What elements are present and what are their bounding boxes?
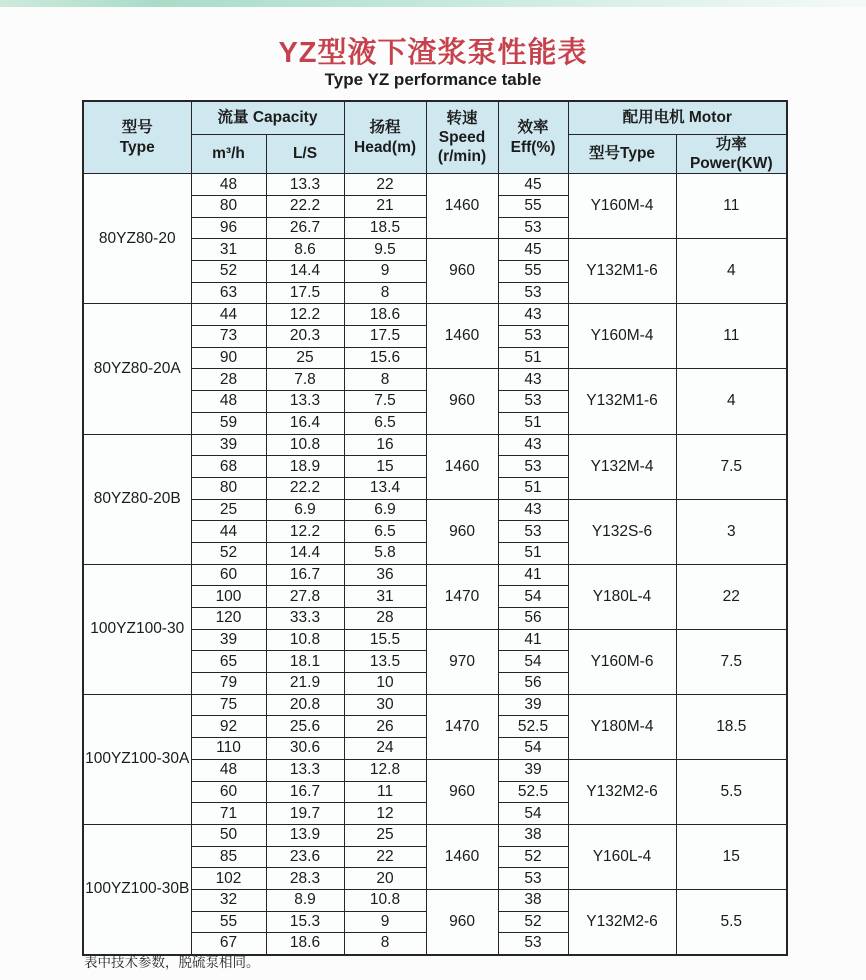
cell-speed: 960 (426, 889, 498, 954)
cell-head: 17.5 (344, 326, 426, 348)
cell-head: 8 (344, 369, 426, 391)
header-capacity: 流量 Capacity (191, 101, 344, 134)
cell-capacity-ls: 20.8 (266, 694, 344, 716)
cell-capacity-m3h: 80 (191, 477, 266, 499)
cell-capacity-m3h: 50 (191, 824, 266, 846)
header-motor: 配用电机 Motor (568, 101, 787, 134)
header-eff (498, 101, 568, 174)
cell-eff: 45 (498, 174, 568, 196)
header-motor-type: 型号Type (568, 134, 676, 174)
cell-capacity-ls: 16.4 (266, 412, 344, 434)
cell-eff: 51 (498, 542, 568, 564)
cell-head: 9 (344, 911, 426, 933)
cell-head: 6.5 (344, 412, 426, 434)
cell-eff: 51 (498, 477, 568, 499)
cell-eff: 41 (498, 564, 568, 586)
cell-capacity-ls: 33.3 (266, 608, 344, 630)
table-row (83, 694, 787, 716)
cell-speed: 960 (426, 499, 498, 564)
header-speed-zh: 转速 (446, 109, 478, 127)
cell-head: 18.6 (344, 304, 426, 326)
cell-eff: 56 (498, 608, 568, 630)
cell-eff: 53 (498, 391, 568, 413)
cell-model: 100YZ100-30B (83, 824, 191, 954)
cell-model: 100YZ100-30 (83, 564, 191, 694)
header-capacity-m3h: m³/h (191, 134, 266, 174)
header-model-en: Type (119, 138, 155, 156)
table-row (83, 564, 787, 586)
top-accent-stripe (0, 0, 866, 7)
cell-eff: 53 (498, 521, 568, 543)
cell-eff: 55 (498, 261, 568, 283)
cell-eff: 52 (498, 846, 568, 868)
cell-capacity-ls: 8.6 (266, 239, 344, 261)
cell-speed: 960 (426, 369, 498, 434)
cell-motor-type: Y160M-4 (568, 174, 676, 239)
cell-capacity-m3h: 44 (191, 304, 266, 326)
cell-head: 28 (344, 608, 426, 630)
header-eff-en: Eff(%) (510, 138, 556, 156)
cell-motor-type: Y180M-4 (568, 694, 676, 759)
cell-eff: 43 (498, 304, 568, 326)
cell-capacity-m3h: 90 (191, 347, 266, 369)
cell-motor-type: Y132M2-6 (568, 889, 676, 954)
cell-capacity-ls: 22.2 (266, 195, 344, 217)
header-head-en: Head(m) (354, 138, 417, 156)
cell-eff: 52.5 (498, 781, 568, 803)
cell-head: 10.8 (344, 889, 426, 911)
cell-capacity-m3h: 110 (191, 738, 266, 760)
cell-motor-power: 5.5 (676, 889, 787, 954)
cell-model: 80YZ80-20 (83, 174, 191, 304)
cell-capacity-m3h: 52 (191, 261, 266, 283)
cell-capacity-m3h: 60 (191, 781, 266, 803)
cell-head: 26 (344, 716, 426, 738)
cell-head: 10 (344, 673, 426, 695)
cell-capacity-m3h: 102 (191, 868, 266, 890)
cell-head: 12 (344, 803, 426, 825)
cell-head: 13.5 (344, 651, 426, 673)
cell-capacity-m3h: 92 (191, 716, 266, 738)
cell-motor-power: 11 (676, 174, 787, 239)
cell-head: 24 (344, 738, 426, 760)
cell-eff: 52 (498, 911, 568, 933)
header-capacity-ls: L/S (266, 134, 344, 174)
cell-speed: 1460 (426, 824, 498, 889)
cell-capacity-m3h: 85 (191, 846, 266, 868)
cell-capacity-m3h: 71 (191, 803, 266, 825)
footnote: 表中技术参数，脱硫泵相同。 (84, 955, 260, 970)
cell-head: 15 (344, 456, 426, 478)
cell-eff: 39 (498, 759, 568, 781)
cell-motor-type: Y180L-4 (568, 564, 676, 629)
cell-eff: 38 (498, 889, 568, 911)
cell-head: 25 (344, 824, 426, 846)
page-title: YZ型液下渣浆泵性能表 (278, 37, 588, 69)
cell-capacity-ls: 23.6 (266, 846, 344, 868)
cell-capacity-ls: 13.3 (266, 759, 344, 781)
cell-head: 5.8 (344, 542, 426, 564)
cell-capacity-m3h: 73 (191, 326, 266, 348)
cell-capacity-ls: 10.8 (266, 434, 344, 456)
cell-capacity-m3h: 79 (191, 673, 266, 695)
cell-motor-power: 7.5 (676, 434, 787, 499)
cell-motor-power: 4 (676, 239, 787, 304)
cell-eff: 55 (498, 195, 568, 217)
cell-capacity-m3h: 39 (191, 629, 266, 651)
cell-eff: 45 (498, 239, 568, 261)
cell-eff: 39 (498, 694, 568, 716)
cell-eff: 43 (498, 369, 568, 391)
cell-head: 8 (344, 282, 426, 304)
cell-eff: 52.5 (498, 716, 568, 738)
cell-capacity-m3h: 67 (191, 933, 266, 955)
cell-eff: 51 (498, 347, 568, 369)
header-eff-zh: 效率 (517, 119, 549, 137)
cell-motor-power: 15 (676, 824, 787, 889)
cell-speed: 970 (426, 629, 498, 694)
cell-model: 80YZ80-20A (83, 304, 191, 434)
cell-speed: 960 (426, 759, 498, 824)
header-head-zh: 扬程 (369, 119, 401, 137)
cell-capacity-m3h: 63 (191, 282, 266, 304)
cell-head: 20 (344, 868, 426, 890)
cell-speed: 960 (426, 239, 498, 304)
cell-capacity-m3h: 32 (191, 889, 266, 911)
cell-head: 15.6 (344, 347, 426, 369)
cell-motor-type: Y160M-6 (568, 629, 676, 694)
cell-capacity-ls: 12.2 (266, 304, 344, 326)
header-speed (426, 101, 498, 174)
cell-motor-power: 5.5 (676, 759, 787, 824)
cell-motor-type: Y132S-6 (568, 499, 676, 564)
cell-speed: 1460 (426, 304, 498, 369)
cell-capacity-m3h: 60 (191, 564, 266, 586)
cell-capacity-m3h: 80 (191, 195, 266, 217)
cell-capacity-m3h: 75 (191, 694, 266, 716)
cell-motor-type: Y132M2-6 (568, 759, 676, 824)
cell-model: 80YZ80-20B (83, 434, 191, 564)
cell-capacity-m3h: 100 (191, 586, 266, 608)
table-row (83, 174, 787, 196)
cell-capacity-ls: 13.3 (266, 391, 344, 413)
cell-head: 31 (344, 586, 426, 608)
cell-capacity-m3h: 44 (191, 521, 266, 543)
cell-capacity-ls: 17.5 (266, 282, 344, 304)
cell-capacity-ls: 7.8 (266, 369, 344, 391)
cell-head: 6.5 (344, 521, 426, 543)
performance-table (82, 100, 788, 956)
cell-motor-type: Y132M-4 (568, 434, 676, 499)
cell-capacity-ls: 14.4 (266, 261, 344, 283)
header-speed-en: Speed (438, 128, 486, 146)
cell-capacity-m3h: 48 (191, 391, 266, 413)
cell-eff: 56 (498, 673, 568, 695)
cell-head: 21 (344, 195, 426, 217)
cell-head: 22 (344, 174, 426, 196)
page-subtitle: Type YZ performance table (324, 70, 542, 89)
cell-capacity-ls: 25 (266, 347, 344, 369)
cell-motor-power: 22 (676, 564, 787, 629)
cell-capacity-m3h: 48 (191, 174, 266, 196)
cell-capacity-m3h: 28 (191, 369, 266, 391)
cell-speed: 1470 (426, 694, 498, 759)
cell-motor-power: 18.5 (676, 694, 787, 759)
cell-motor-type: Y160M-4 (568, 304, 676, 369)
cell-head: 36 (344, 564, 426, 586)
cell-capacity-ls: 13.9 (266, 824, 344, 846)
cell-eff: 54 (498, 738, 568, 760)
cell-capacity-ls: 16.7 (266, 564, 344, 586)
cell-eff: 53 (498, 868, 568, 890)
cell-speed: 1470 (426, 564, 498, 629)
header-model-zh: 型号 (121, 119, 153, 137)
cell-motor-power: 3 (676, 499, 787, 564)
cell-capacity-m3h: 25 (191, 499, 266, 521)
cell-speed: 1460 (426, 174, 498, 239)
cell-capacity-ls: 28.3 (266, 868, 344, 890)
cell-motor-power: 11 (676, 304, 787, 369)
cell-head: 9 (344, 261, 426, 283)
performance-table-body (83, 174, 787, 955)
cell-head: 15.5 (344, 629, 426, 651)
cell-head: 30 (344, 694, 426, 716)
cell-head: 22 (344, 846, 426, 868)
cell-capacity-ls: 30.6 (266, 738, 344, 760)
cell-capacity-ls: 18.1 (266, 651, 344, 673)
cell-capacity-ls: 21.9 (266, 673, 344, 695)
cell-eff: 51 (498, 412, 568, 434)
cell-capacity-m3h: 52 (191, 542, 266, 564)
cell-capacity-ls: 18.9 (266, 456, 344, 478)
cell-capacity-m3h: 68 (191, 456, 266, 478)
cell-capacity-ls: 12.2 (266, 521, 344, 543)
cell-capacity-ls: 20.3 (266, 326, 344, 348)
cell-motor-type: Y132M1-6 (568, 239, 676, 304)
cell-capacity-ls: 13.3 (266, 174, 344, 196)
cell-capacity-ls: 22.2 (266, 477, 344, 499)
cell-capacity-ls: 15.3 (266, 911, 344, 933)
header-speed-unit: (r/min) (437, 148, 487, 166)
cell-capacity-m3h: 31 (191, 239, 266, 261)
cell-head: 13.4 (344, 477, 426, 499)
cell-capacity-ls: 26.7 (266, 217, 344, 239)
cell-model: 100YZ100-30A (83, 694, 191, 824)
cell-capacity-ls: 25.6 (266, 716, 344, 738)
cell-eff: 53 (498, 326, 568, 348)
cell-head: 16 (344, 434, 426, 456)
cell-capacity-ls: 14.4 (266, 542, 344, 564)
cell-head: 9.5 (344, 239, 426, 261)
table-header (83, 101, 787, 174)
cell-head: 8 (344, 933, 426, 955)
cell-eff: 41 (498, 629, 568, 651)
cell-speed: 1460 (426, 434, 498, 499)
cell-eff: 54 (498, 586, 568, 608)
cell-capacity-ls: 6.9 (266, 499, 344, 521)
cell-eff: 43 (498, 434, 568, 456)
cell-capacity-ls: 10.8 (266, 629, 344, 651)
cell-eff: 54 (498, 651, 568, 673)
cell-eff: 54 (498, 803, 568, 825)
cell-eff: 38 (498, 824, 568, 846)
cell-head: 7.5 (344, 391, 426, 413)
cell-eff: 53 (498, 282, 568, 304)
cell-capacity-m3h: 48 (191, 759, 266, 781)
cell-capacity-ls: 8.9 (266, 889, 344, 911)
table-row (83, 434, 787, 456)
cell-motor-type: Y132M1-6 (568, 369, 676, 434)
table-row (83, 304, 787, 326)
cell-eff: 53 (498, 456, 568, 478)
cell-capacity-m3h: 59 (191, 412, 266, 434)
cell-capacity-m3h: 96 (191, 217, 266, 239)
cell-motor-power: 4 (676, 369, 787, 434)
cell-capacity-ls: 19.7 (266, 803, 344, 825)
cell-capacity-ls: 18.6 (266, 933, 344, 955)
cell-capacity-ls: 27.8 (266, 586, 344, 608)
cell-capacity-ls: 16.7 (266, 781, 344, 803)
cell-capacity-m3h: 65 (191, 651, 266, 673)
cell-capacity-m3h: 39 (191, 434, 266, 456)
header-motor-power: 功率Power(KW) (676, 134, 787, 174)
cell-head: 12.8 (344, 759, 426, 781)
header-head (344, 101, 426, 174)
cell-eff: 53 (498, 933, 568, 955)
cell-eff: 53 (498, 217, 568, 239)
cell-head: 18.5 (344, 217, 426, 239)
table-row (83, 824, 787, 846)
cell-capacity-m3h: 120 (191, 608, 266, 630)
cell-motor-power: 7.5 (676, 629, 787, 694)
cell-motor-type: Y160L-4 (568, 824, 676, 889)
cell-eff: 43 (498, 499, 568, 521)
header-model (83, 101, 191, 174)
cell-head: 6.9 (344, 499, 426, 521)
cell-head: 11 (344, 781, 426, 803)
cell-capacity-m3h: 55 (191, 911, 266, 933)
